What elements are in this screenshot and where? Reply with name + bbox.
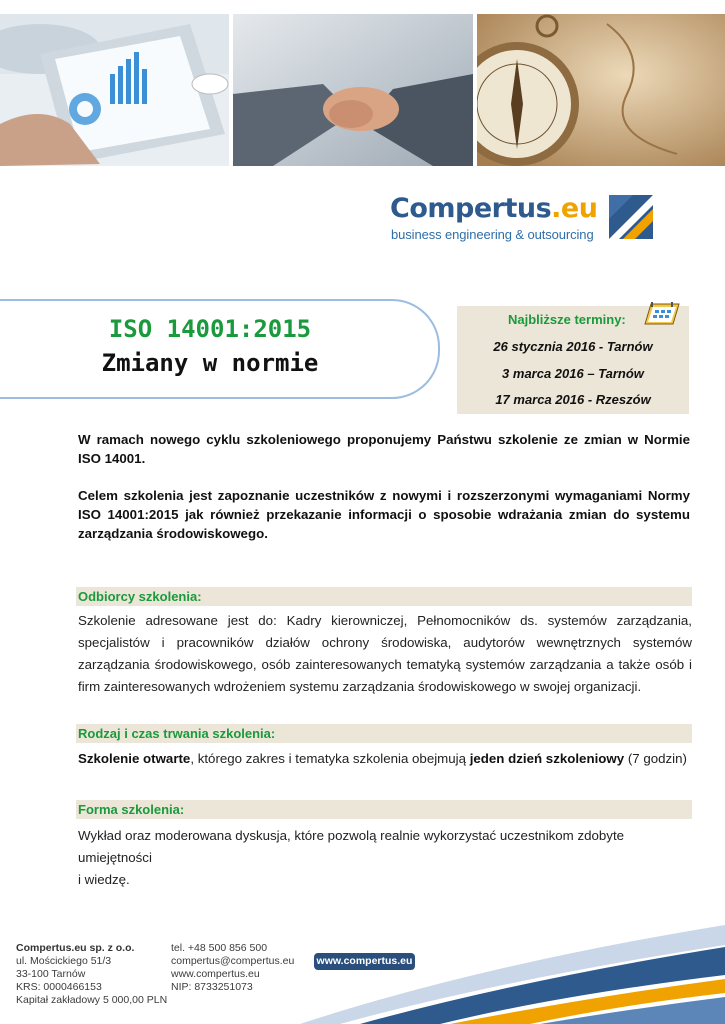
footer-contact-info <box>171 942 294 994</box>
date-item: 17 marca 2016 - Rzeszów <box>495 392 651 407</box>
footer-krs: KRS: 0000466153 <box>16 981 102 993</box>
footer-address-city: 33-100 Tarnów <box>16 968 86 980</box>
calendar-icon <box>641 300 681 326</box>
title-standard: ISO 14001:2015 <box>108 315 312 343</box>
section-heading-type: Rodzaj i czas trwania szkolenia: <box>76 724 692 743</box>
header-photo-compass-map <box>477 14 725 166</box>
section-body-type: Szkolenie otwarte, którego zakres i tematyka szkolenia obejmują jeden dzień szkoleniowy (7 godzin) <box>78 751 687 766</box>
header-photo-handshake <box>233 14 473 166</box>
logo-tagline: business engineering & outsourcing <box>391 227 594 242</box>
footer-company-name: Compertus.eu sp. z o.o. <box>16 942 135 954</box>
footer-swoosh-graphic <box>300 925 725 1024</box>
logo-wordmark: Compertus.eu <box>390 193 598 224</box>
company-logo <box>390 193 660 249</box>
title-subject: Zmiany w normie <box>101 349 319 377</box>
section-heading-form: Forma szkolenia: <box>76 800 692 819</box>
header-photo-tablet-chart <box>0 14 229 166</box>
footer-nip: NIP: 8733251073 <box>171 981 253 993</box>
footer-website[interactable]: www.compertus.eu <box>171 968 260 980</box>
footer-url-badge[interactable]: www.compertus.eu <box>314 953 415 970</box>
logo-mark-icon <box>609 195 653 239</box>
date-item: 26 stycznia 2016 - Tarnów <box>493 339 653 354</box>
footer-address-street: ul. Mościckiego 51/3 <box>16 955 112 967</box>
footer-capital: Kapitał zakładowy 5 000,00 PLN <box>16 994 168 1006</box>
section-heading-recipients: Odbiorcy szkolenia: <box>76 587 692 606</box>
footer-email[interactable]: compertus@compertus.eu <box>171 955 295 967</box>
section-body-form: Wykład oraz moderowana dyskusja, które pozwolą realnie wykorzystać uczestnikom zdobyte umiejętności i wiedzę. <box>78 828 625 887</box>
date-item: 3 marca 2016 – Tarnów <box>502 366 644 381</box>
footer-company-info <box>16 942 167 1007</box>
intro-paragraph: W ramach nowego cyklu szkoleniowego proponujemy Państwu szkolenie ze zmian w Normie ISO 14001. <box>78 432 690 466</box>
footer-phone: tel. +48 500 856 500 <box>171 942 268 954</box>
goal-paragraph: Celem szkolenia jest zapoznanie uczestników z nowymi i rozszerzonymi wymaganiami Normy ISO 14001:2015 jak również przekazanie informacji o sposobie wdrażania zmian do systemu zarządzania środowiskowego. <box>78 488 690 541</box>
dates-heading: Najbliższe terminy: <box>508 312 626 327</box>
section-body-recipients: Szkolenie adresowane jest do: Kadry kierowniczej, Pełnomocników ds. systemów zarządzania, specjalistów i pracowników działów ochrony środowiska, audytorów wewnętrznych systemów zarządzania środowiskowego, osób zainteresowanych tematyką systemów zarządzania a także osób i firm zainteresowanych wdrożeniem systemu zarządzania środowiskowego w swojej organizacji. <box>78 613 692 694</box>
